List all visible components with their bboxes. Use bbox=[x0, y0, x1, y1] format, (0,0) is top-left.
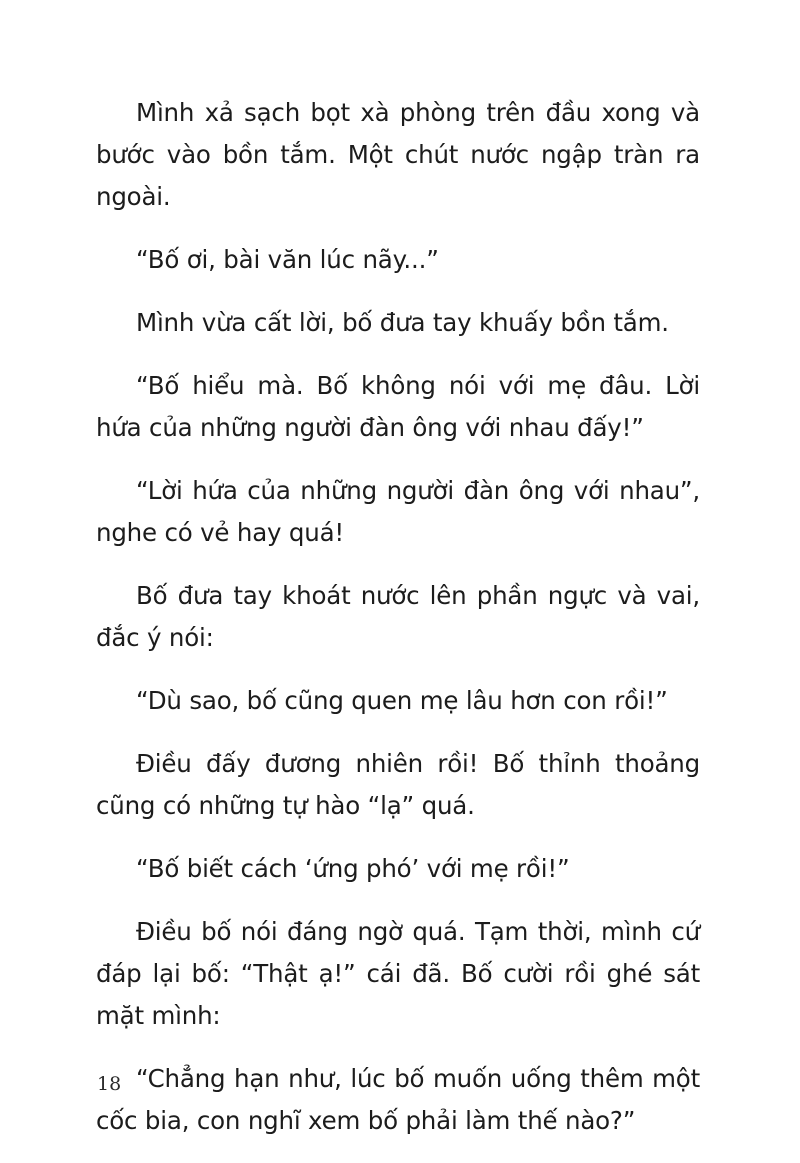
paragraph: “Bố biết cách ‘ứng phó’ với mẹ rồi!” bbox=[136, 854, 570, 883]
paragraph: “Lời hứa của những người đàn ông với nhau”, nghe có vẻ hay quá! bbox=[96, 476, 700, 547]
paragraph: “Chẳng hạn như, lúc bố muốn uống thêm một cốc bia, con nghĩ xem bố phải làm thế nào?” bbox=[96, 1064, 700, 1135]
paragraph: Mình xả sạch bọt xà phòng trên đầu xong và bước vào bồn tắm. Một chút nước ngập tràn ra ngoài. bbox=[96, 98, 700, 211]
paragraph: Mình vừa cất lời, bố đưa tay khuấy bồn tắm. bbox=[136, 308, 669, 337]
body-text bbox=[96, 92, 700, 1163]
paragraph: “Bố hiểu mà. Bố không nói với mẹ đâu. Lời hứa của những người đàn ông với nhau đấy!” bbox=[96, 371, 700, 442]
paragraph: Bố đưa tay khoát nước lên phần ngực và vai, đắc ý nói: bbox=[96, 581, 700, 652]
paragraph: “Bố ơi, bài văn lúc nãy...” bbox=[136, 245, 439, 274]
page-number: 18 bbox=[97, 1073, 122, 1095]
paragraph: “Dù sao, bố cũng quen mẹ lâu hơn con rồi!” bbox=[136, 686, 668, 715]
paragraph: Điều đấy đương nhiên rồi! Bố thỉnh thoảng cũng có những tự hào “lạ” quá. bbox=[96, 749, 700, 820]
paragraph: Điều bố nói đáng ngờ quá. Tạm thời, mình cứ đáp lại bố: “Thật ạ!” cái đã. Bố cười rồi ghé sát mặt mình: bbox=[96, 917, 700, 1030]
